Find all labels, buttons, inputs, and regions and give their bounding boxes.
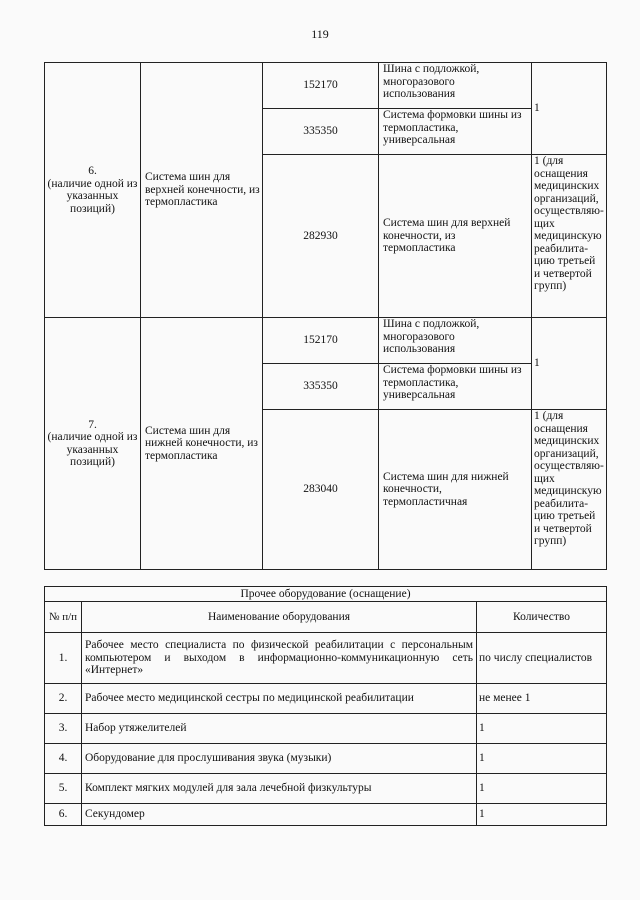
group-condition: (наличие одной из указанных позиций) [47, 177, 138, 215]
equipment-quantity: не менее 1 [477, 684, 607, 714]
header-number: № п/п [45, 602, 82, 633]
group-number-cell [45, 63, 141, 318]
table-header-row [45, 602, 607, 633]
group-name: Система шин для верхней конечности, из термопластика [141, 63, 263, 318]
item-quantity: 1 [532, 318, 607, 410]
equipment-name: Комплект мягких модулей для зала лечебной физкультуры [82, 774, 477, 804]
equipment-quantity: 1 [477, 744, 607, 774]
item-code: 283040 [263, 410, 379, 570]
table-row [45, 318, 607, 364]
table-row [45, 633, 607, 684]
equipment-name: Оборудование для прослушивания звука (музыки) [82, 744, 477, 774]
item-code: 152170 [263, 63, 379, 109]
item-code: 335350 [263, 109, 379, 155]
row-number: 1. [45, 633, 82, 684]
equipment-name: Рабочее место медицинской сестры по медицинской реабилитации [82, 684, 477, 714]
table-row [45, 774, 607, 804]
item-code: 282930 [263, 155, 379, 318]
table-row [45, 804, 607, 826]
item-code: 335350 [263, 364, 379, 410]
item-name: Шина с подложкой, многоразового использования [379, 63, 532, 109]
row-number: 3. [45, 714, 82, 744]
item-name: Система шин для верхней конечности, из термопластика [379, 155, 532, 318]
equipment-quantity: 1 [477, 804, 607, 826]
header-quantity: Количество [477, 602, 607, 633]
group-name: Система шин для нижней конечности, из термопластика [141, 318, 263, 570]
table-row [45, 744, 607, 774]
item-quantity: 1 (для оснащения медицинских организаций, осуществляю-щих медицинскую реабилита-цию третьей и четвертой групп) [532, 155, 607, 318]
item-name: Система формовки шины из термопластика, универсальная [379, 364, 532, 410]
equipment-quantity: по числу специалистов [477, 633, 607, 684]
equipment-quantity: 1 [477, 714, 607, 744]
equipment-quantity: 1 [477, 774, 607, 804]
table-caption: Прочее оборудование (оснащение) [45, 587, 607, 602]
item-name: Система шин для нижней конечности, термопластичная [379, 410, 532, 570]
table-row [45, 63, 607, 109]
row-number: 5. [45, 774, 82, 804]
equipment-name: Рабочее место специалиста по физической реабилитации с персональным компьютером и выходом в информационно-коммуникационную сеть «Интернет» [82, 633, 477, 684]
item-name: Шина с подложкой, многоразового использования [379, 318, 532, 364]
group-number-cell [45, 318, 141, 570]
table-caption-row [45, 587, 607, 602]
other-equipment-table [44, 586, 607, 826]
table-row [45, 714, 607, 744]
header-name: Наименование оборудования [82, 602, 477, 633]
item-quantity: 1 [532, 63, 607, 155]
table-row [45, 684, 607, 714]
group-number: 6. [88, 165, 97, 177]
item-code: 152170 [263, 318, 379, 364]
page-number: 119 [311, 27, 329, 41]
equipment-name: Секундомер [82, 804, 477, 826]
equipment-name: Набор утяжелителей [82, 714, 477, 744]
row-number: 4. [45, 744, 82, 774]
equipment-groups-table [44, 62, 607, 570]
item-quantity: 1 (для оснащения медицинских организаций, осуществляю-щих медицинскую реабилита-цию третьей и четвертой групп) [532, 410, 607, 570]
group-condition: (наличие одной из указанных позиций) [47, 431, 138, 468]
group-number: 7. [88, 418, 97, 431]
row-number: 2. [45, 684, 82, 714]
item-name: Система формовки шины из термопластика, универсальная [379, 109, 532, 155]
row-number: 6. [45, 804, 82, 826]
